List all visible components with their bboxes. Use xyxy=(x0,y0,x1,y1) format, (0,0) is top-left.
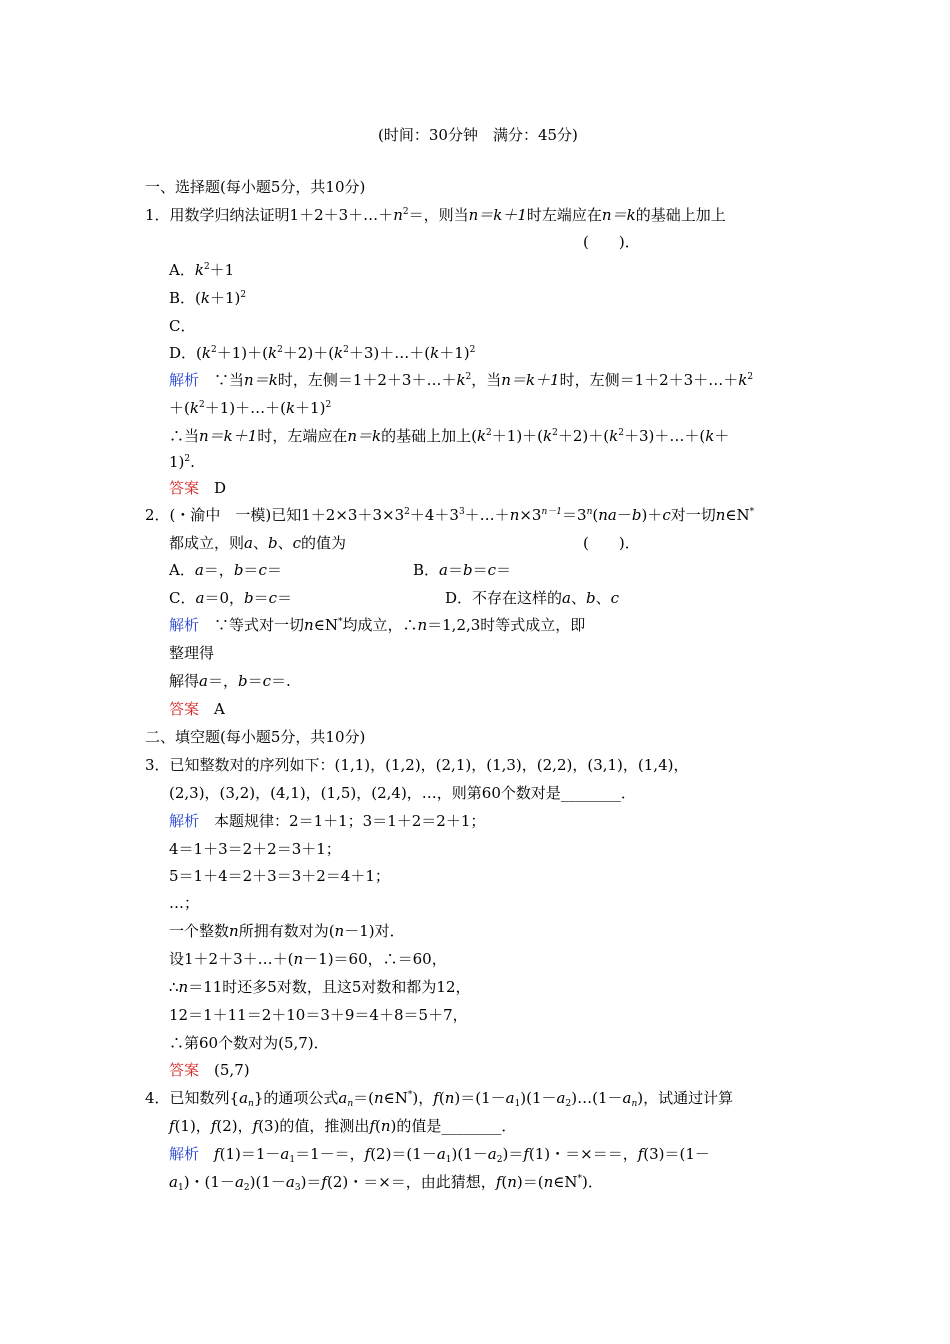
q1-option-c: C． xyxy=(169,317,196,335)
answer-label: 答案 xyxy=(169,479,200,497)
q3-stem-line-2: (2,3)，(3,2)，(4,1)，(1,5)，(2,4)，…，则第60个数对是________． xyxy=(169,784,636,802)
q3-analysis-line-9: ∴第60个数对为(5,7)． xyxy=(169,1034,329,1052)
q2-option-d: D．不存在这样的a、b、c xyxy=(445,589,620,607)
q2-stem: 2．(・渝中 一模)已知$1+2\times 3+3\times 3^2+4+3^3+\dots+n\times 3^{n-1}=3^n(na-b)+c$对一切n∈N* xyxy=(145,506,755,524)
q2-stem-line-2: 都成立，则a、b、c的值为 xyxy=(169,534,347,552)
q4-stem-line-2: f(1)，f(2)，f(3)的值，推测出f(n)的值是________． xyxy=(169,1117,517,1135)
q2-analysis-line-2: 整理得 xyxy=(169,644,215,662)
q2-analysis-line-1: 解析 ∵等式对一切n∈N*均成立，∴n＝1,2,3时等式成立，即 xyxy=(169,616,586,634)
q2-option-c: C．a＝0，b＝c＝ xyxy=(169,589,293,607)
q3-analysis-line-2: 4＝1＋3＝2＋2＝3＋1； xyxy=(169,840,341,858)
q1-option-d: D．$(k^2+1)+(k^2+2)+(k^2+3)+\dots+(k+1)^2$ xyxy=(169,344,476,362)
q3-answer: 答案 (5,7) xyxy=(169,1061,250,1079)
q2-option-a: A．a＝，b＝c＝ xyxy=(169,561,282,579)
q1-option-a: A．$k^2+1$ xyxy=(169,261,235,279)
section-2-title: 二、填空题(每小题5分，共10分) xyxy=(145,728,366,746)
q2-option-b: B．a＝b＝c＝ xyxy=(413,561,512,579)
q4-stem: 4．已知数列$\{a_n\}$的通项公式$a_n=(n\in N^*)$，$f(n)=(1-a_1)(1-a_2)\dots(1-a_n)$，试通过计算 xyxy=(145,1089,734,1109)
q3-analysis-line-5: 一个整数n所拥有数对为(n－1)对． xyxy=(169,922,405,940)
q4-analysis-line-1: 解析 $f(1)=1-a_1=1-=$，$f(2)=(1-a_1)(1-a_2)=f(1)$・＝×＝＝，f(3)＝(1－ xyxy=(169,1145,710,1165)
q1-stem: 1．用数学归纳法证明$1+2+3+\dots+n^2=$，则当n＝k＋1时左端应在n＝k的基础上加上 xyxy=(145,206,726,224)
q1-analysis-line-1: 解析 ∵当n＝k时，左侧$=1+2+3+\dots+k^2$，当n＝k＋1时，左侧$=1+2+3+\dots+k^2$ xyxy=(169,371,754,389)
q3-stem: 3．已知整数对的序列如下：(1,1)，(1,2)，(2,1)，(1,3)，(2,2)，(3,1)，(1,4)， xyxy=(145,756,689,774)
q1-analysis-line-3: ∴当n＝k＋1时，左端应在n＝k的基础上加上$(k^2+1)+(k^2+2)+(k^2+3)+\dots+(k+$ xyxy=(169,427,730,445)
q3-analysis-line-1: 解析 本题规律：2＝1＋1；3＝1＋2＝2＋1； xyxy=(169,812,486,830)
q3-analysis-line-6: 设1＋2＋3＋…＋(n－1)＝60，∴＝60， xyxy=(169,950,447,968)
q1-analysis-line-2: $+(k^2+1)+\dots+(k+1)^2$ xyxy=(169,399,332,417)
answer-label: 答案 xyxy=(169,1061,200,1079)
analysis-label: 解析 xyxy=(169,371,200,389)
q3-analysis-line-7: ∴n＝11时还多5对数，且这5对数和都为12， xyxy=(169,978,471,996)
analysis-label: 解析 xyxy=(169,616,200,634)
q2-analysis-line-3: 解得a＝，b＝c＝. xyxy=(169,672,291,690)
q3-analysis-line-3: 5＝1＋4＝2＋3＝3＋2＝4＋1； xyxy=(169,867,390,885)
q1-analysis-line-4: 1)$^2$. xyxy=(169,453,195,471)
analysis-label: 解析 xyxy=(169,812,200,830)
q2-answer: 答案 A xyxy=(169,700,225,718)
answer-label: 答案 xyxy=(169,700,200,718)
q1-answer: 答案 D xyxy=(169,479,227,497)
q1-blank: ( )． xyxy=(583,233,640,251)
q3-analysis-line-4: …； xyxy=(169,894,200,912)
section-1-title: 一、选择题(每小题5分，共10分) xyxy=(145,178,366,196)
q1-option-b: B．$(k+1)^2$ xyxy=(169,289,247,307)
q2-blank: ( )． xyxy=(583,534,640,552)
q3-analysis-line-8: 12＝1＋11＝2＋10＝3＋9＝4＋8＝5＋7， xyxy=(169,1006,468,1024)
q4-analysis-line-2: $a_1$)・$(1-a_2)(1-a_3)=f(2)$・＝×＝，由此猜想，f(n)＝(n∈N*)． xyxy=(169,1173,603,1193)
analysis-label: 解析 xyxy=(169,1145,200,1163)
time-score-line: (时间：30分钟 满分：45分) xyxy=(378,126,578,144)
